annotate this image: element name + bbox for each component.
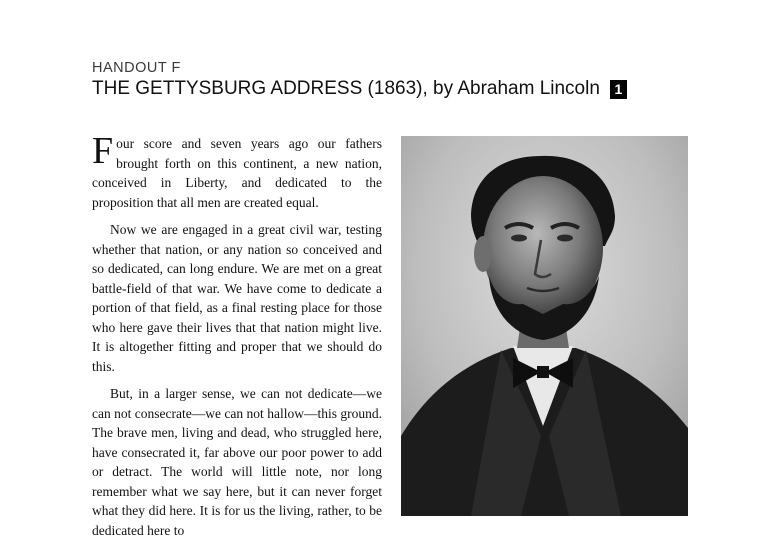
handout-kicker: HANDOUT F	[92, 60, 181, 76]
paragraph-2: Now we are engaged in a great civil war, testing whether that nation, or any nation so conceived and so dedicated, can long endure. We are met on a great battle-field of that war. We have come to dedicate a portion of that field, as a final resting place for those who here gave their lives that that nation might live. It is altogether fitting and proper that we should do this.	[92, 222, 382, 374]
paragraph-1-text: our score and seven years ago our fathers brought forth on this continent, a new nation, conceived in Liberty, and dedicated to the proposition that all men are created equal.	[92, 136, 382, 210]
paragraph-1	[92, 130, 382, 212]
page-title: THE GETTYSBURG ADDRESS (1863), by Abraham Lincoln	[92, 78, 600, 99]
title-row	[92, 78, 627, 100]
lincoln-portrait	[401, 136, 688, 516]
paragraph-3: But, in a larger sense, we can not dedicate—we can not consecrate—we can not hallow—this ground. The brave men, living and dead, who struggled here, have consecrated it, far above our poor power to add or detract. The world will little note, nor long remember what we say here, but it can never forget what they did here. It is for us the living, rather, to be dedicated here to	[92, 386, 382, 538]
section-number-badge: 1	[610, 80, 627, 99]
speech-text	[92, 130, 382, 548]
drop-cap: F	[92, 130, 114, 172]
